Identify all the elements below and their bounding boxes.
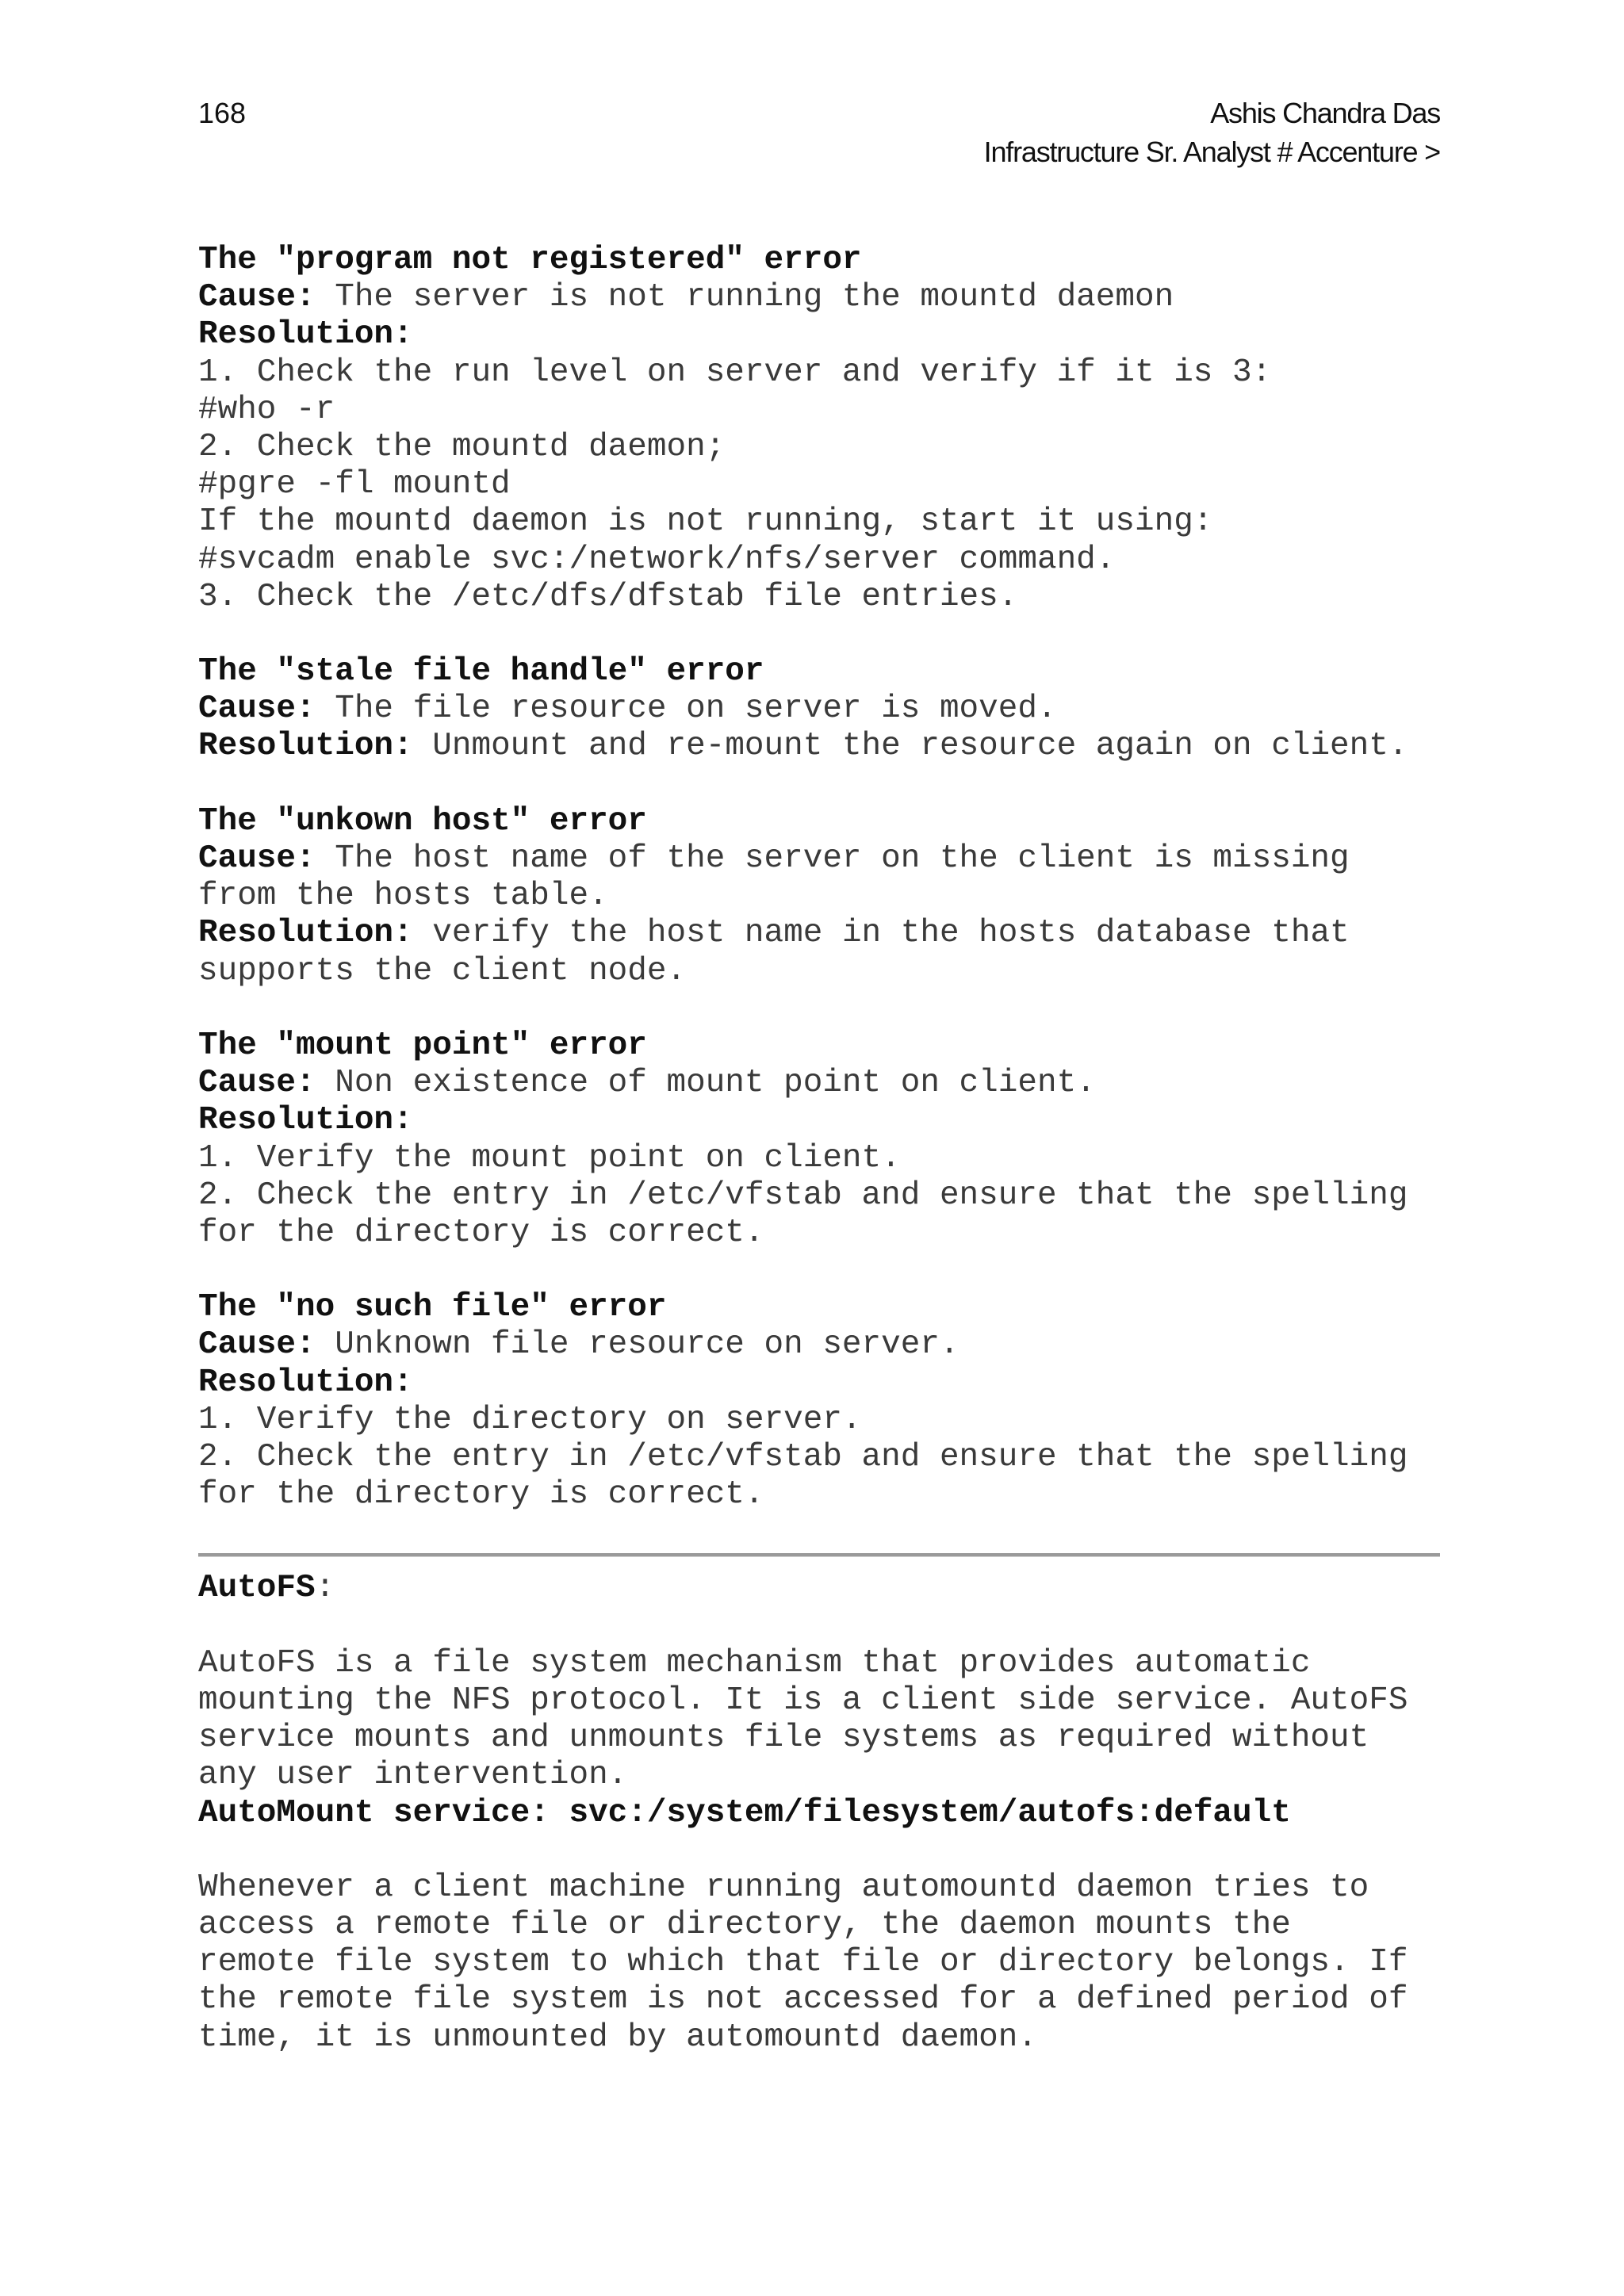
section-divider: [198, 1553, 1440, 1557]
cause-label: Cause:: [198, 1326, 316, 1364]
command-line: #who -r: [198, 391, 335, 428]
author-name: Ashis Chandra Das: [1210, 97, 1440, 129]
resolution-label: Resolution:: [198, 728, 413, 765]
cause-label: Cause:: [198, 691, 316, 728]
resolution-step-continued: for the directory is correct.: [198, 1476, 764, 1513]
spacer: [198, 1832, 1443, 1869]
resolution-text-continued: supports the client node.: [198, 952, 687, 989]
section-title-no-such-file: The "no such file" error: [198, 1289, 667, 1326]
paragraph-line: Whenever a client machine running automountd daemon tries to: [198, 1869, 1369, 1906]
spacer: [198, 616, 1443, 653]
paragraph-line: the remote file system is not accessed for a defined period of: [198, 1981, 1408, 2019]
resolution-label: Resolution:: [198, 1364, 413, 1401]
paragraph-line: remote file system to which that file or directory belongs. If: [198, 1944, 1408, 1981]
author-role: Infrastructure Sr. Analyst # Accenture >: [983, 136, 1440, 168]
resolution-step: 1. Verify the directory on server.: [198, 1401, 862, 1438]
autofs-heading: [198, 1570, 1443, 1607]
section-title-mount-point: The "mount point" error: [198, 1027, 647, 1064]
resolution-step: 1. Check the run level on server and verify if it is 3:: [198, 354, 1272, 391]
section-title-stale-file-handle: The "stale file handle" error: [198, 653, 764, 691]
page-body: [198, 242, 1443, 2057]
resolution-note: If the mountd daemon is not running, start it using:: [198, 503, 1213, 541]
cause-label: Cause:: [198, 279, 316, 316]
resolution-step: 2. Check the mountd daemon;: [198, 428, 726, 465]
cause-text-continued: from the hosts table.: [198, 878, 608, 915]
spacer: [198, 766, 1443, 803]
resolution-step: 3. Check the /etc/dfs/dfstab file entries.: [198, 578, 1018, 615]
section-title-program-not-registered: The "program not registered" error: [198, 242, 862, 278]
command-line: #pgre -fl mountd: [198, 466, 511, 503]
cause-text: The host name of the server on the client is missing: [315, 840, 1350, 877]
page-number: 168: [198, 97, 247, 129]
cause-label: Cause:: [198, 840, 316, 877]
paragraph-line: any user intervention.: [198, 1757, 628, 1794]
command-line: #svcadm enable svc:/network/nfs/server command.: [198, 541, 1116, 578]
paragraph-line: AutoFS is a file system mechanism that provides automatic: [198, 1644, 1311, 1682]
cause-text: Non existence of mount point on client.: [315, 1065, 1096, 1102]
page-header: [198, 94, 1440, 181]
spacer: [198, 1252, 1443, 1289]
resolution-step: 2. Check the entry in /etc/vfstab and ensure that the spelling: [198, 1439, 1408, 1475]
cause-line: [198, 1326, 1443, 1364]
resolution-text: verify the host name in the hosts database that: [412, 915, 1350, 952]
cause-line: [198, 840, 1443, 878]
resolution-step: 2. Check the entry in /etc/vfstab and ensure that the spelling: [198, 1177, 1408, 1214]
cause-label: Cause:: [198, 1065, 316, 1102]
spacer: [198, 990, 1443, 1027]
automount-service-line: AutoMount service: svc:/system/filesystem/autofs:default: [198, 1794, 1291, 1831]
spacer: [198, 1608, 1443, 1645]
paragraph-line: time, it is unmounted by automountd daemon.: [198, 2019, 1037, 2056]
cause-line: [198, 1065, 1443, 1102]
paragraph-line: access a remote file or directory, the daemon mounts the: [198, 1907, 1291, 1944]
paragraph-line: service mounts and unmounts file systems as required without: [198, 1720, 1369, 1757]
resolution-step-continued: for the directory is correct.: [198, 1214, 764, 1251]
cause-text: The server is not running the mountd daemon: [315, 279, 1174, 316]
cause-text: The file resource on server is moved.: [315, 691, 1057, 728]
section-title-unknown-host: The "unkown host" error: [198, 802, 647, 840]
cause-line: [198, 691, 1443, 728]
cause-line: [198, 279, 1443, 316]
resolution-label: Resolution:: [198, 316, 413, 354]
cause-text: Unknown file resource on server.: [315, 1326, 959, 1364]
resolution-line: [198, 728, 1443, 765]
autofs-heading-text: AutoFS: [198, 1570, 316, 1607]
resolution-line: [198, 915, 1443, 952]
resolution-text: Unmount and re-mount the resource again on client.: [412, 728, 1408, 765]
resolution-label: Resolution:: [198, 1102, 413, 1139]
paragraph-line: mounting the NFS protocol. It is a client side service. AutoFS: [198, 1682, 1408, 1719]
resolution-label: Resolution:: [198, 915, 413, 952]
author-block: [984, 94, 1440, 171]
autofs-heading-colon: :: [315, 1570, 335, 1607]
resolution-step: 1. Verify the mount point on client.: [198, 1139, 901, 1177]
